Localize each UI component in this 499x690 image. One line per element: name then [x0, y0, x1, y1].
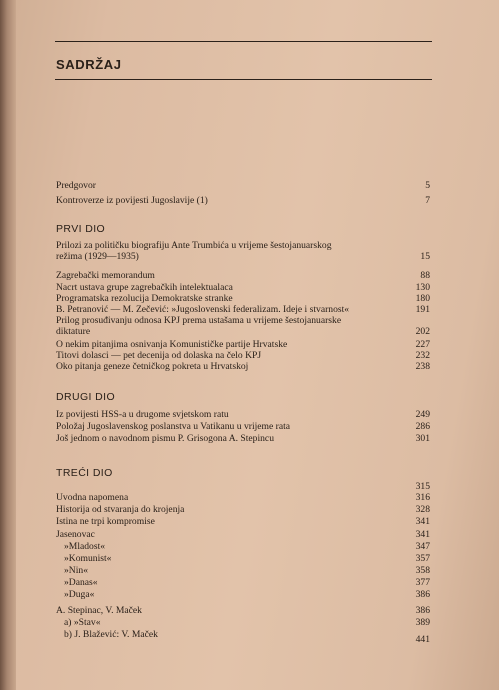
- toc-entry: [64, 589, 430, 600]
- toc-page-number: 238: [415, 361, 430, 372]
- section-heading: DRUGI DIO: [56, 391, 116, 403]
- toc-entry: [56, 315, 430, 337]
- toc-page-number: 301: [415, 433, 430, 444]
- toc-entry-title: Nacrt ustava grupe zagrebačkih intelektualaca: [56, 282, 233, 293]
- toc-entry: [56, 282, 430, 293]
- toc-entry: [56, 492, 430, 503]
- toc-entry: [64, 553, 430, 564]
- toc-entry: [64, 541, 430, 552]
- toc-entry-title: Programatska rezolucija Demokratske stranke: [56, 293, 233, 304]
- toc-page-number: 389: [415, 617, 430, 628]
- toc-entry-title: »Duga«: [64, 589, 95, 600]
- toc-entry: [56, 421, 430, 432]
- toc-page-number: 377: [415, 577, 430, 588]
- toc-entry: [56, 409, 430, 420]
- toc-entry: [56, 516, 430, 527]
- title-underline-rule: [55, 79, 432, 80]
- toc-page-number: 386: [415, 589, 430, 600]
- toc-page-number: 341: [415, 516, 430, 527]
- toc-entry: [64, 617, 430, 628]
- toc-entry-title: diktature: [56, 326, 91, 337]
- toc-entry: [64, 565, 430, 576]
- toc-entry-title: A. Stepinac, V. Maček: [56, 605, 142, 616]
- toc-entry-title: Jasenovac: [56, 529, 95, 540]
- toc-page-number: 88: [420, 270, 430, 281]
- toc-page-number: 15: [420, 251, 430, 262]
- toc-entry-title: Još jednom o navodnom pismu P. Grisogona A. Stepincu: [56, 433, 274, 444]
- toc-entry: [56, 304, 430, 315]
- book-spine-shadow: [0, 0, 16, 690]
- toc-entry: [56, 270, 430, 281]
- toc-entry-title: b) J. Blažević: V. Maček: [64, 629, 158, 640]
- toc-entry-title: Položaj Jugoslavenskog poslanstva u Vatikanu u vrijeme rata: [56, 421, 291, 432]
- toc-page-number: 130: [415, 282, 430, 293]
- toc-page-number: 249: [415, 409, 430, 420]
- toc-entry-title: Istina ne trpi kompromise: [56, 516, 155, 527]
- toc-entry-title: Prilog prosuđivanju odnosa KPJ prema ustašama u vrijeme šestojanuarske: [56, 315, 342, 326]
- toc-page-number: 5: [425, 180, 430, 191]
- toc-entry-title: O nekim pitanjima osnivanja Komunističke partije Hrvatske: [56, 339, 288, 350]
- toc-entry: [56, 195, 430, 206]
- toc-entry-title: Iz povijesti HSS-a u drugome svjetskom ratu: [56, 409, 229, 420]
- toc-entry-title: režima (1929—1935): [56, 251, 139, 262]
- last-page-number: 441: [415, 634, 430, 645]
- toc-entry: [56, 339, 430, 350]
- toc-entry-title: Oko pitanja geneze četničkog pokreta u Hrvatskoj: [56, 361, 249, 372]
- toc-entry: [56, 350, 430, 361]
- toc-entry: [56, 605, 430, 616]
- toc-entry-title: Titovi dolasci — pet decenija od dolaska na čelo KPJ: [56, 350, 262, 361]
- toc-entry-title: Kontroverze iz povijesti Jugoslavije (1): [56, 195, 208, 206]
- toc-entry-title: Historija od stvaranja do krojenja: [56, 504, 185, 515]
- toc-page-number: 202: [415, 326, 430, 337]
- toc-page-number: 232: [415, 350, 430, 361]
- toc-page-number: 227: [415, 339, 430, 350]
- toc-page-number: 386: [415, 605, 430, 616]
- toc-entry: [56, 240, 430, 262]
- toc-entry-title: B. Petranović — M. Zečević: »Jugoslovenski federalizam. Ideje i stvarnost«: [56, 304, 350, 315]
- toc-page-number: 358: [415, 565, 430, 576]
- toc-page-number: 316: [415, 492, 430, 503]
- toc-page-number: 347: [415, 541, 430, 552]
- toc-entry: [64, 577, 430, 588]
- toc-entry-title: Prilozi za političku biografiju Ante Trumbića u vrijeme šestojanuarskog: [56, 240, 332, 251]
- toc-entry-title: Uvodna napomena: [56, 492, 129, 503]
- toc-page-number: 357: [415, 553, 430, 564]
- toc-page-number: 191: [415, 304, 430, 315]
- toc-entry-title: »Danas«: [64, 577, 98, 588]
- toc-page-number: 328: [415, 504, 430, 515]
- toc-entry-title: Zagrebački memorandum: [56, 270, 155, 281]
- toc-entry: [56, 180, 430, 191]
- toc-entry: [64, 629, 430, 640]
- toc-page-number: 180: [415, 293, 430, 304]
- top-rule: [55, 41, 432, 42]
- toc-page-number: 286: [415, 421, 430, 432]
- toc-entry-title: Predgovor: [56, 180, 96, 191]
- toc-entry-title: »Mladost«: [64, 541, 106, 552]
- toc-entry-title: a) »Stav«: [64, 617, 101, 628]
- toc-entry: [56, 361, 430, 372]
- toc-entry-title: »Komunist«: [64, 553, 112, 564]
- contents-title: SADRŽAJ: [56, 57, 122, 72]
- toc-page-number: 341: [415, 529, 430, 540]
- section-heading-page-number: 315: [415, 481, 430, 492]
- toc-page-number: 7: [425, 195, 430, 206]
- section-heading: TREĆI DIO: [56, 467, 113, 479]
- toc-entry: [56, 529, 430, 540]
- toc-entry: [56, 433, 430, 444]
- section-heading: PRVI DIO: [56, 223, 106, 235]
- toc-entry: [56, 504, 430, 515]
- toc-entry-title: »Nin«: [64, 565, 88, 576]
- toc-entry: [56, 293, 430, 304]
